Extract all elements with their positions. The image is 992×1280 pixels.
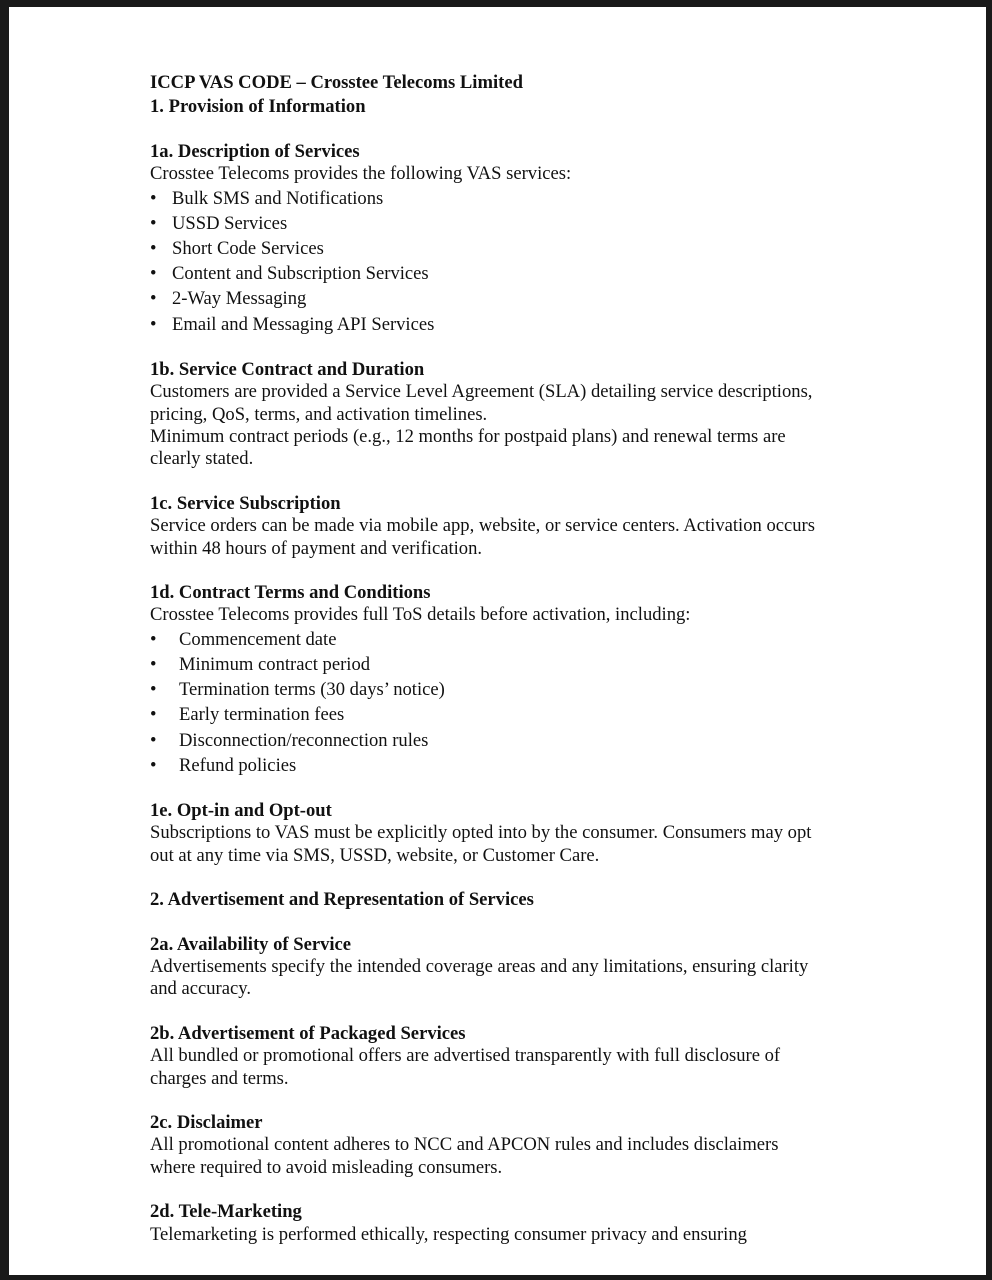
bullet-icon: • — [150, 288, 157, 310]
list-item-text: Commencement date — [179, 628, 337, 650]
bullet-icon: • — [150, 754, 157, 776]
section-2c — [150, 1112, 850, 1179]
list-item — [150, 677, 850, 702]
paragraph-line: where required to avoid misleading consumers. — [150, 1156, 503, 1178]
paragraph-line: pricing, QoS, terms, and activation timelines. — [150, 403, 488, 425]
list-item — [150, 261, 850, 286]
section-1b-heading: 1b. Service Contract and Duration — [150, 358, 425, 380]
paragraph-line: within 48 hours of payment and verification. — [150, 537, 483, 559]
section-2-heading: 2. Advertisement and Representation of Services — [150, 889, 534, 911]
list-item-text: Termination terms (30 days’ notice) — [179, 679, 445, 701]
section-1d-heading: 1d. Contract Terms and Conditions — [150, 582, 431, 603]
section-1d-intro: Crosstee Telecoms provides full ToS details before activation, including: — [150, 604, 691, 626]
terms-list — [150, 627, 850, 778]
bullet-icon: • — [150, 729, 157, 751]
paragraph-line: clearly stated. — [150, 448, 254, 470]
bullet-icon: • — [150, 187, 157, 209]
list-item-text: Disconnection/reconnection rules — [179, 729, 429, 751]
list-item — [150, 627, 850, 652]
bullet-icon: • — [150, 238, 157, 259]
list-item-text: Minimum contract period — [179, 654, 371, 675]
bullet-icon: • — [150, 704, 157, 726]
section-1c — [150, 493, 850, 560]
paragraph-line: and accuracy. — [150, 978, 251, 1000]
section-1e — [150, 800, 850, 867]
section-2a — [150, 934, 850, 1001]
bullet-icon: • — [150, 654, 157, 675]
section-1d — [150, 582, 850, 778]
list-item-text: Short Code Services — [172, 238, 324, 259]
paragraph-line: All bundled or promotional offers are advertised transparently with full disclosure of — [150, 1045, 781, 1067]
list-item-text: USSD Services — [172, 212, 288, 234]
paragraph-line: Telemarketing is performed ethically, respecting consumer privacy and ensuring — [150, 1223, 747, 1245]
list-item-text: Early termination fees — [179, 704, 345, 726]
list-item-text: Content and Subscription Services — [172, 263, 429, 285]
bullet-icon: • — [150, 679, 157, 701]
section-2d-heading: 2d. Tele-Marketing — [150, 1201, 302, 1223]
list-item-text: Refund policies — [179, 754, 297, 776]
document-page — [150, 72, 850, 1246]
section-1b — [150, 359, 850, 471]
bullet-icon: • — [150, 313, 157, 335]
bullet-icon: • — [150, 263, 157, 285]
bullet-icon: • — [150, 212, 157, 234]
section-2b-heading: 2b. Advertisement of Packaged Services — [150, 1022, 466, 1044]
document-title: ICCP VAS CODE – Crosstee Telecoms Limited — [150, 72, 523, 93]
paragraph-line: Customers are provided a Service Level Agreement (SLA) detailing service descriptions, — [150, 381, 813, 403]
paragraph-line: Subscriptions to VAS must be explicitly opted into by the consumer. Consumers may opt — [150, 822, 812, 844]
section-2b — [150, 1023, 850, 1090]
list-item — [150, 186, 850, 211]
section-2 — [150, 889, 850, 911]
section-1a — [150, 141, 850, 337]
section-1c-heading: 1c. Service Subscription — [150, 492, 341, 514]
list-item — [150, 753, 850, 778]
list-item-text: Bulk SMS and Notifications — [172, 187, 384, 209]
paragraph-line: All promotional content adheres to NCC and APCON rules and includes disclaimers — [150, 1134, 779, 1156]
list-item — [150, 236, 850, 261]
services-list — [150, 186, 850, 337]
list-item — [150, 702, 850, 727]
section-1a-intro: Crosstee Telecoms provides the following VAS services: — [150, 163, 572, 185]
list-item — [150, 728, 850, 753]
paragraph-line: Advertisements specify the intended coverage areas and any limitations, ensuring clarity — [150, 955, 809, 977]
section-1-heading: 1. Provision of Information — [150, 96, 366, 118]
paragraph-line: Service orders can be made via mobile app, website, or service centers. Activation occurs — [150, 515, 815, 537]
list-item-text: 2-Way Messaging — [172, 288, 307, 310]
list-item — [150, 312, 850, 337]
section-1e-heading: 1e. Opt-in and Opt-out — [150, 799, 332, 821]
bullet-icon: • — [150, 628, 157, 650]
paragraph-line: charges and terms. — [150, 1067, 289, 1089]
list-item — [150, 652, 850, 677]
section-2c-heading: 2c. Disclaimer — [150, 1112, 263, 1133]
list-item — [150, 211, 850, 236]
paragraph-line: out at any time via SMS, USSD, website, or Customer Care. — [150, 844, 600, 866]
section-1a-heading: 1a. Description of Services — [150, 140, 360, 162]
paragraph-line: Minimum contract periods (e.g., 12 months for postpaid plans) and renewal terms are — [150, 425, 786, 447]
list-item-text: Email and Messaging API Services — [172, 313, 435, 335]
section-2a-heading: 2a. Availability of Service — [150, 933, 352, 955]
list-item — [150, 286, 850, 311]
section-2d — [150, 1201, 850, 1246]
